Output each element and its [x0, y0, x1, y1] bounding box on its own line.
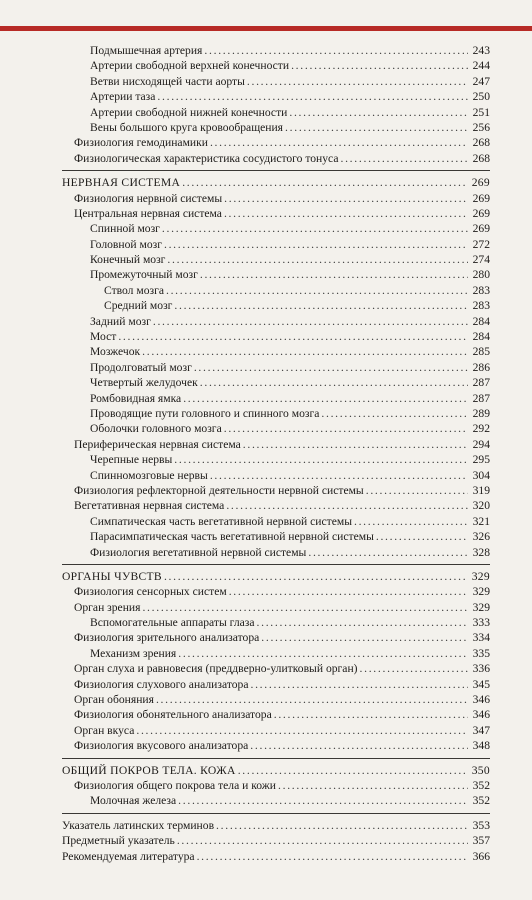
toc-entry — [62, 151, 490, 166]
dot-leader — [229, 584, 468, 599]
dot-leader — [291, 58, 468, 73]
dot-leader — [157, 89, 468, 104]
dot-leader — [243, 437, 468, 452]
toc-entry-page-number: 320 — [472, 499, 490, 513]
dot-leader — [278, 778, 468, 793]
toc-entry-title: Артерии таза — [90, 90, 156, 104]
dot-leader — [204, 43, 468, 58]
toc-entry — [62, 778, 490, 793]
toc-entry-page-number: 283 — [472, 283, 490, 297]
toc-entry — [62, 221, 490, 236]
dot-leader — [285, 120, 468, 135]
toc-entry-title: Мозжечок — [90, 345, 141, 359]
toc-entry — [62, 89, 490, 104]
toc-entry-title: Симпатическая часть вегетативной нервной системы — [90, 514, 352, 528]
toc-entry-page-number: 289 — [472, 406, 490, 420]
toc-entry-page-number: 269 — [472, 191, 490, 205]
dot-leader — [174, 298, 468, 313]
toc-entry-page-number: 326 — [472, 530, 490, 544]
toc-entry-title: Средний мозг — [104, 299, 173, 313]
dot-leader — [200, 267, 468, 282]
toc-entry-title: Физиологическая характеристика сосудистого тонуса — [74, 151, 339, 165]
toc-entry-title: Артерии свободной нижней конечности — [90, 105, 288, 119]
dot-leader — [142, 344, 468, 359]
toc-entry-page-number: 250 — [472, 90, 490, 104]
dot-leader — [247, 74, 468, 89]
toc-entry-page-number: 284 — [472, 314, 490, 328]
toc-entry-page-number: 243 — [472, 44, 490, 57]
toc-entry — [62, 738, 490, 753]
toc-entry-title: Оболочки головного мозга — [90, 422, 222, 436]
dot-leader — [177, 833, 468, 848]
toc-entry-title: Ствол мозга — [104, 283, 164, 297]
toc-entry-title: Физиология гемодинамики — [74, 136, 208, 150]
toc-entry — [62, 452, 490, 467]
toc-entry — [62, 105, 490, 120]
dot-leader — [354, 514, 468, 529]
toc-entry — [62, 421, 490, 436]
toc-entry-title: Мост — [90, 330, 117, 344]
toc-entry-page-number: 286 — [472, 360, 490, 374]
dot-leader — [366, 483, 468, 498]
toc-entry — [62, 723, 490, 738]
toc-entry-title: Головной мозг — [90, 237, 162, 251]
dot-leader — [183, 391, 468, 406]
toc-entry-page-number: 347 — [472, 723, 490, 737]
dot-leader — [156, 692, 468, 707]
toc-entry-page-number: 350 — [471, 763, 490, 777]
toc-entry-title: Физиология обонятельного анализатора — [74, 708, 272, 722]
toc-entry-title: Спинномозговые нервы — [90, 468, 208, 482]
toc-entry — [62, 468, 490, 483]
toc-entry-page-number: 345 — [472, 677, 490, 691]
toc-entry-page-number: 284 — [472, 330, 490, 344]
toc-entry — [62, 298, 490, 313]
dot-leader — [250, 738, 468, 753]
toc-entry-title: Ромбовидная ямка — [90, 391, 182, 405]
toc-entry-title: ОРГАНЫ ЧУВСТВ — [62, 569, 162, 583]
toc-entry-title: Указатель латинских терминов — [62, 818, 215, 832]
toc-entry — [62, 58, 490, 73]
toc-entry-title: Молочная железа — [90, 794, 177, 808]
dot-leader — [210, 468, 468, 483]
toc-entry-page-number: 295 — [472, 453, 490, 467]
toc-entry-title: Спинной мозг — [90, 222, 160, 236]
toc-entry — [62, 630, 490, 645]
toc-entry-page-number: 336 — [472, 662, 490, 676]
dot-leader — [376, 529, 468, 544]
toc-entry-page-number: 272 — [472, 237, 490, 251]
toc-entry-page-number: 285 — [472, 345, 490, 359]
toc-entry-title: Подмышечная артерия — [90, 44, 203, 57]
dot-leader — [224, 206, 468, 221]
toc-entry — [62, 529, 490, 544]
toc-entry-page-number: 256 — [472, 120, 490, 134]
table-of-contents — [62, 43, 490, 864]
dot-leader — [136, 723, 468, 738]
toc-entry-page-number: 346 — [472, 693, 490, 707]
toc-entry-title: Проводящие пути головного и спинного мозга — [90, 406, 320, 420]
dot-leader — [238, 763, 468, 778]
toc-entry — [62, 600, 490, 615]
toc-entry-page-number: 244 — [472, 59, 490, 73]
toc-entry-title: Центральная нервная система — [74, 206, 222, 220]
dot-leader — [274, 707, 468, 722]
toc-entry — [62, 483, 490, 498]
toc-entry-title: Вены большого круга кровообращения — [90, 120, 284, 134]
toc-entry-title: Физиология нервной системы — [74, 191, 223, 205]
toc-entry-page-number: 280 — [472, 268, 490, 282]
header-rule — [0, 26, 532, 31]
toc-entry-title: Конечный мозг — [90, 253, 166, 267]
toc-entry-page-number: 283 — [472, 299, 490, 313]
toc-entry — [62, 661, 490, 676]
toc-entry-title: Периферическая нервная система — [74, 437, 241, 451]
dot-leader — [289, 105, 468, 120]
toc-entry — [62, 329, 490, 344]
dot-leader — [210, 135, 468, 150]
toc-entry-page-number: 335 — [472, 646, 490, 660]
toc-entry — [62, 707, 490, 722]
dot-leader — [153, 314, 468, 329]
toc-entry-title: Физиология рефлекторной деятельности нервной системы — [74, 483, 364, 497]
toc-entry — [62, 498, 490, 513]
dot-leader — [164, 237, 468, 252]
toc-entry-title: Орган слуха и равновесия (преддверно-улитковый орган) — [74, 662, 358, 676]
dot-leader — [216, 818, 468, 833]
dot-leader — [178, 793, 468, 808]
toc-entry-page-number: 352 — [472, 794, 490, 808]
dot-leader — [308, 545, 468, 560]
toc-entry-page-number: 319 — [472, 483, 490, 497]
toc-entry-title: Парасимпатическая часть вегетативной нервной системы — [90, 530, 374, 544]
toc-entry-title: ОБЩИЙ ПОКРОВ ТЕЛА. КОЖА — [62, 763, 236, 777]
toc-entry-page-number: 333 — [472, 616, 490, 630]
dot-leader — [142, 600, 468, 615]
toc-entry-page-number: 269 — [471, 176, 490, 190]
toc-entry — [62, 135, 490, 150]
dot-leader — [197, 849, 468, 864]
dot-leader — [200, 375, 468, 390]
toc-section-entry — [62, 849, 490, 864]
dot-leader — [166, 283, 468, 298]
dot-leader — [224, 191, 468, 206]
toc-entry — [62, 514, 490, 529]
dot-leader — [257, 615, 469, 630]
toc-entry-title: Орган вкуса — [74, 723, 135, 737]
toc-entry — [62, 120, 490, 135]
toc-entry-title: Орган зрения — [74, 600, 141, 614]
toc-entry — [62, 237, 490, 252]
toc-entry-title: Физиология зрительного анализатора — [74, 631, 260, 645]
toc-entry-page-number: 357 — [472, 834, 490, 848]
toc-entry — [62, 375, 490, 390]
toc-entry-page-number: 287 — [472, 391, 490, 405]
toc-entry-title: НЕРВНАЯ СИСТЕМА — [62, 176, 181, 190]
toc-entry-title: Физиология слухового анализатора — [74, 677, 249, 691]
toc-entry — [62, 360, 490, 375]
toc-entry — [62, 283, 490, 298]
toc-entry — [62, 692, 490, 707]
toc-entry-title: Продолговатый мозг — [90, 360, 192, 374]
dot-leader — [162, 221, 468, 236]
toc-entry — [62, 252, 490, 267]
toc-entry-page-number: 328 — [472, 545, 490, 559]
toc-entry-page-number: 292 — [472, 422, 490, 436]
toc-entry-page-number: 269 — [472, 222, 490, 236]
toc-entry-page-number: 346 — [472, 708, 490, 722]
toc-entry — [62, 677, 490, 692]
toc-entry-title: Промежуточный мозг — [90, 268, 198, 282]
dot-leader — [226, 498, 468, 513]
dot-leader — [360, 661, 468, 676]
toc-entry-page-number: 366 — [472, 849, 490, 863]
dot-leader — [118, 329, 468, 344]
toc-entry — [62, 545, 490, 560]
toc-section-entry — [62, 763, 490, 778]
toc-entry — [62, 344, 490, 359]
toc-entry-page-number: 247 — [472, 74, 490, 88]
toc-entry-title: Вспомогательные аппараты глаза — [90, 616, 255, 630]
toc-entry-title: Четвертый желудочек — [90, 376, 198, 390]
dot-leader — [167, 252, 468, 267]
toc-entry — [62, 793, 490, 808]
toc-entry — [62, 267, 490, 282]
toc-entry-title: Механизм зрения — [90, 646, 177, 660]
toc-entry — [62, 391, 490, 406]
toc-entry-page-number: 348 — [472, 739, 490, 753]
toc-entry-title: Физиология сенсорных систем — [74, 585, 227, 599]
toc-entry-page-number: 329 — [472, 600, 490, 614]
toc-entry-page-number: 274 — [472, 253, 490, 267]
dot-leader — [250, 677, 468, 692]
section-divider — [62, 170, 490, 171]
toc-entry-page-number: 352 — [472, 778, 490, 792]
toc-section-entry — [62, 175, 490, 190]
toc-entry-page-number: 287 — [472, 376, 490, 390]
dot-leader — [261, 630, 468, 645]
toc-entry-title: Физиология вегетативной нервной системы — [90, 545, 307, 559]
toc-entry — [62, 437, 490, 452]
toc-entry-title: Орган обоняния — [74, 693, 154, 707]
dot-leader — [174, 452, 468, 467]
toc-entry-title: Вегетативная нервная система — [74, 499, 225, 513]
dot-leader — [164, 569, 468, 584]
toc-entry-page-number: 334 — [472, 631, 490, 645]
toc-entry-title: Задний мозг — [90, 314, 151, 328]
toc-section-entry — [62, 818, 490, 833]
toc-entry-title: Черепные нервы — [90, 453, 173, 467]
toc-entry-page-number: 294 — [472, 437, 490, 451]
toc-entry — [62, 406, 490, 421]
toc-entry-title: Ветви нисходящей части аорты — [90, 74, 245, 88]
section-divider — [62, 813, 490, 814]
toc-entry-title: Физиология вкусового анализатора — [74, 739, 249, 753]
toc-entry-page-number: 353 — [472, 818, 490, 832]
toc-entry — [62, 191, 490, 206]
toc-entry-title: Предметный указатель — [62, 834, 175, 848]
toc-entry — [62, 43, 490, 58]
toc-entry — [62, 74, 490, 89]
toc-entry — [62, 615, 490, 630]
toc-entry-page-number: 268 — [472, 136, 490, 150]
dot-leader — [340, 151, 468, 166]
toc-section-entry — [62, 569, 490, 584]
toc-entry-page-number: 269 — [472, 206, 490, 220]
dot-leader — [182, 175, 468, 190]
dot-leader — [178, 646, 468, 661]
toc-entry-page-number: 304 — [472, 468, 490, 482]
dot-leader — [224, 421, 468, 436]
toc-entry-title: Физиология общего покрова тела и кожи — [74, 778, 277, 792]
toc-entry — [62, 314, 490, 329]
toc-section-entry — [62, 833, 490, 848]
toc-entry — [62, 584, 490, 599]
dot-leader — [321, 406, 468, 421]
toc-entry-page-number: 251 — [472, 105, 490, 119]
toc-entry — [62, 206, 490, 221]
toc-entry-page-number: 268 — [472, 151, 490, 165]
toc-entry-title: Артерии свободной верхней конечности — [90, 59, 290, 73]
toc-entry-page-number: 329 — [471, 569, 490, 583]
toc-entry-title: Рекомендуемая литература — [62, 849, 195, 863]
dot-leader — [194, 360, 468, 375]
toc-entry-page-number: 329 — [472, 585, 490, 599]
toc-entry-page-number: 321 — [472, 514, 490, 528]
section-divider — [62, 758, 490, 759]
toc-entry — [62, 646, 490, 661]
section-divider — [62, 564, 490, 565]
